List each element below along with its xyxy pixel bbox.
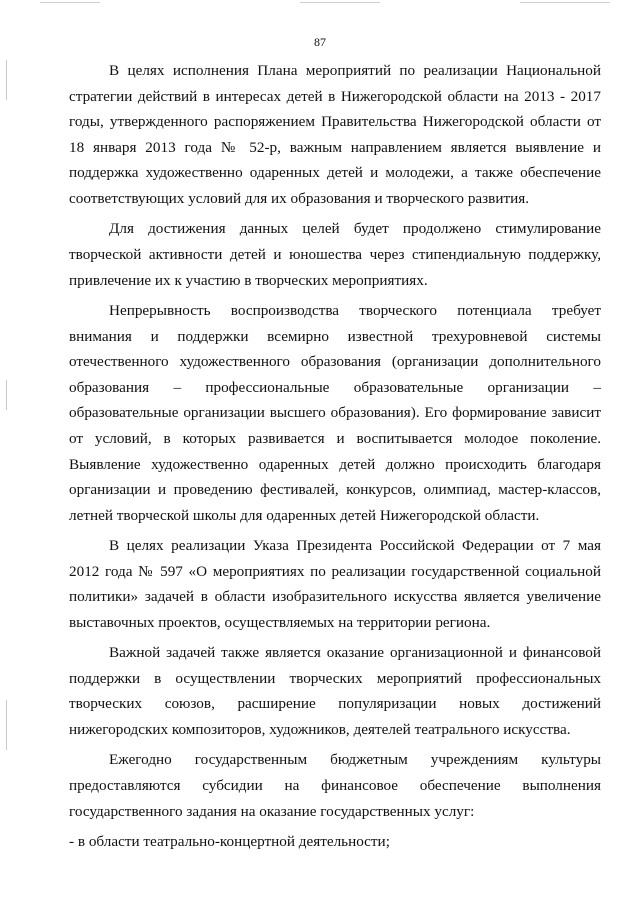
page-number: 87 [314, 35, 326, 49]
paragraph: В целях реализации Указа Президента Российской Федерации от 7 мая 2012 года № 597 «О мероприятиях по реализации государственной социальной политики» задачей в области изобразительного искусства является увеличение выставочных проектов, осуществляемых на территории региона. [69, 537, 601, 631]
scan-edge-mark [6, 60, 7, 100]
paragraph: Важной задачей также является оказание организационной и финансовой поддержки в осуществлении творческих мероприятий профессиональных творческих союзов, расширение популяризации новых достижений нижегородских композиторов, художников, деятелей театрального искусства. [69, 644, 601, 739]
document-body [69, 58, 601, 855]
scan-artifact-line [40, 2, 100, 3]
scan-edge-mark [6, 700, 7, 750]
scan-artifact-line [520, 2, 610, 3]
paragraph: Ежегодно государственным бюджетным учреждениям культуры предоставляются субсидии на финансовое обеспечение выполнения государственного задания на оказание государственных услуг: [69, 751, 601, 820]
paragraph: Для достижения данных целей будет продолжено стимулирование творческой активности детей и юношества через стипендиальную поддержку, привлечение их к участию в творческих мероприятиях. [69, 220, 601, 289]
scan-artifact-line [300, 2, 380, 3]
scan-edge-mark [6, 380, 7, 410]
paragraph: В целях исполнения Плана мероприятий по реализации Национальной стратегии действий в интересах детей в Нижегородской области на 2013 - 2017 годы, утвержденного распоряжением Правительства Нижегородской области от 18 января 2013 года № 52-р, важным направлением является выявление и поддержка художественно одаренных детей и молодежи, а также обеспечение соответствующих условий для их образования и творческого развития. [69, 62, 601, 207]
paragraph: Непрерывность воспроизводства творческого потенциала требует внимания и поддержки всемирно известной трехуровневой системы отечественного художественного образования (организации дополнительного образования – профессиональные образовательные организации – образовательные организации высшего образования). Его формирование зависит от условий, в которых развивается и воспитывается молодое поколение. Выявление художественно одаренных детей должно происходить благодаря организации и проведению фестивалей, конкурсов, олимпиад, мастер-классов, летней творческой школы для одаренных детей Нижегородской области. [69, 301, 601, 524]
list-item: - в области театрально-концертной деятельности; [69, 833, 390, 850]
